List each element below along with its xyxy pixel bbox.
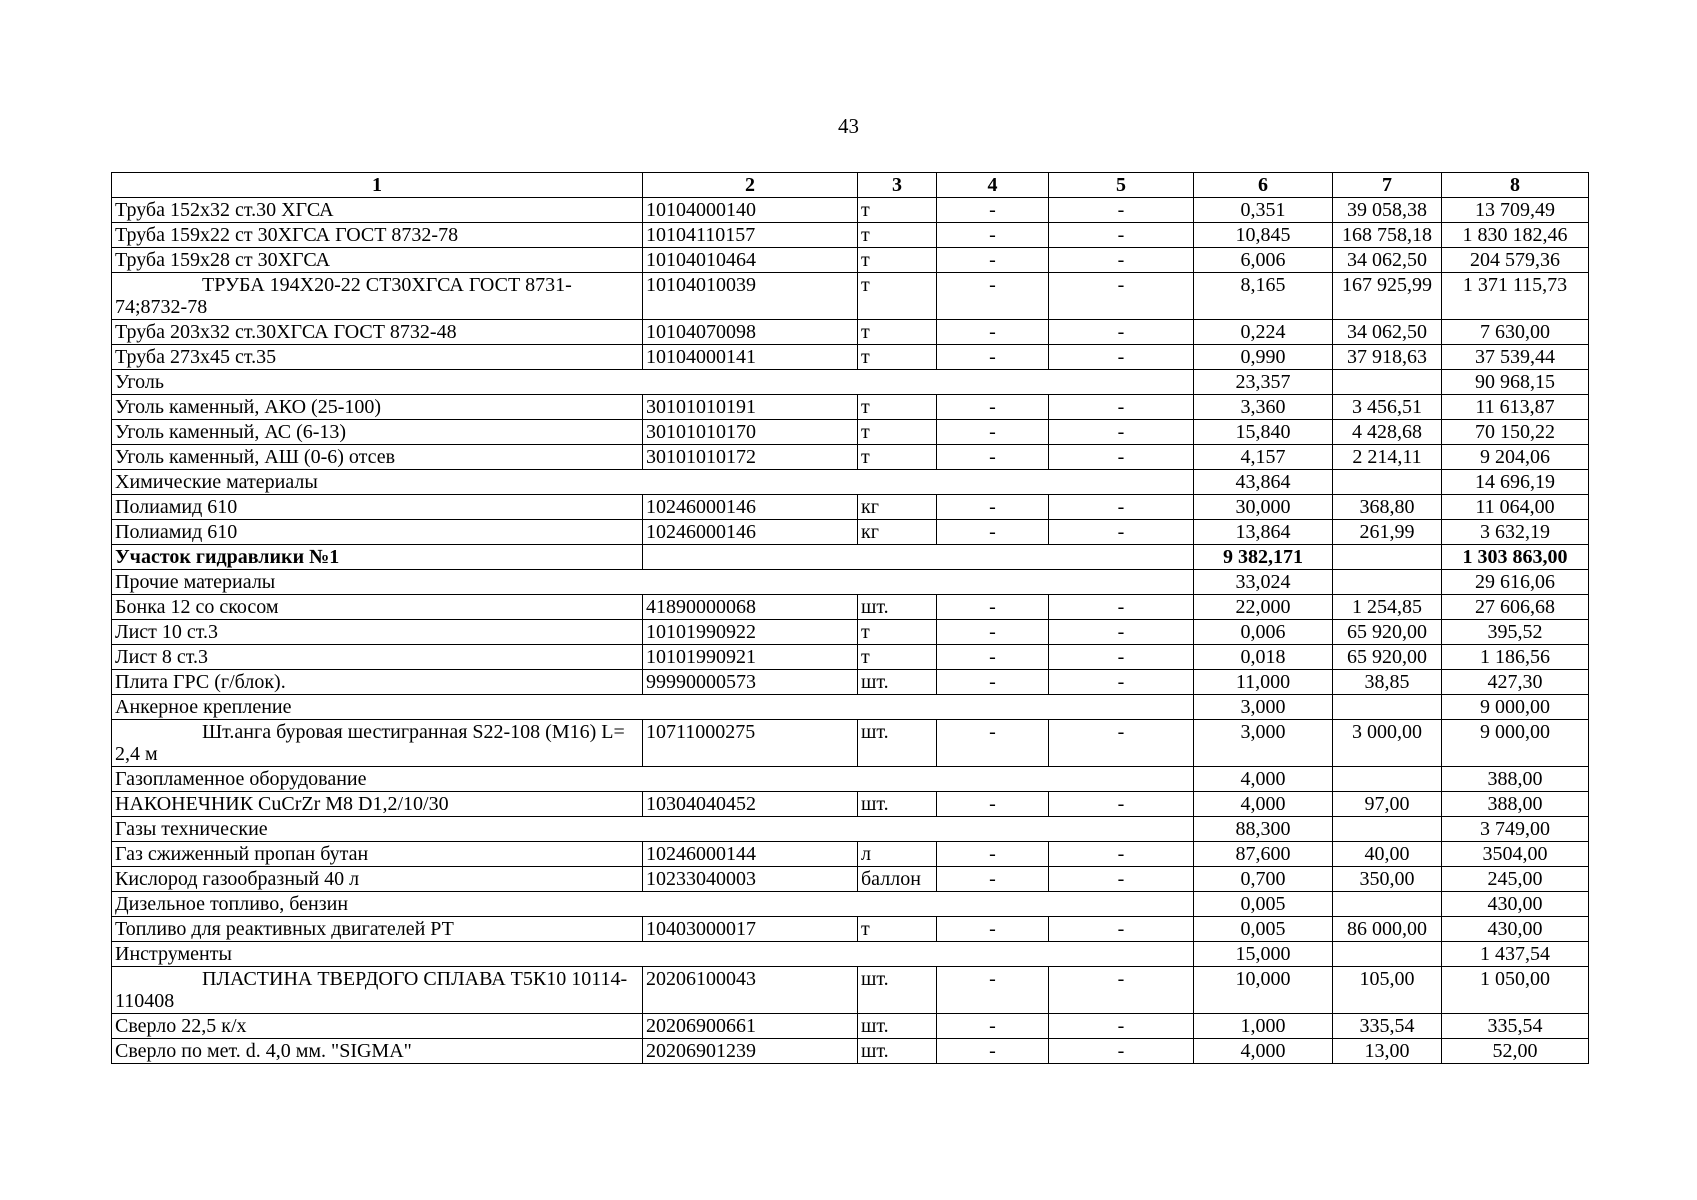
column-header-row: [112, 173, 1589, 198]
quantity-cell: 88,300: [1194, 817, 1333, 842]
price-cell: [1333, 767, 1442, 792]
col5-cell: -: [1049, 867, 1194, 892]
item-name-cell: Труба 203х32 ст.30ХГСА ГОСТ 8732-48: [112, 320, 643, 345]
sum-cell: 70 150,22: [1442, 420, 1589, 445]
col5-cell: -: [1049, 248, 1194, 273]
price-cell: [1333, 545, 1442, 570]
quantity-cell: 15,000: [1194, 942, 1333, 967]
sum-cell: 3 749,00: [1442, 817, 1589, 842]
category-name-cell: Прочие материалы: [112, 570, 1194, 595]
price-cell: 105,00: [1333, 967, 1442, 1014]
item-row: [112, 520, 1589, 545]
sum-cell: 37 539,44: [1442, 345, 1589, 370]
price-cell: 1 254,85: [1333, 595, 1442, 620]
item-name-cell: Сверло 22,5 к/х: [112, 1014, 643, 1039]
item-code-cell: 30101010172: [643, 445, 858, 470]
quantity-cell: 3,000: [1194, 695, 1333, 720]
item-code-cell: 20206900661: [643, 1014, 858, 1039]
price-cell: 38,85: [1333, 670, 1442, 695]
price-cell: 40,00: [1333, 842, 1442, 867]
quantity-cell: 22,000: [1194, 595, 1333, 620]
item-row: [112, 1039, 1589, 1064]
item-name-cell: Сверло по мет. d. 4,0 мм. "SIGMA": [112, 1039, 643, 1064]
price-cell: [1333, 817, 1442, 842]
item-name-cell: Лист 10 ст.3: [112, 620, 643, 645]
item-code-cell: 10104110157: [643, 223, 858, 248]
sum-cell: 1 830 182,46: [1442, 223, 1589, 248]
col5-cell: -: [1049, 395, 1194, 420]
item-row: [112, 445, 1589, 470]
quantity-cell: 10,000: [1194, 967, 1333, 1014]
item-row: [112, 395, 1589, 420]
col4-cell: -: [937, 842, 1049, 867]
price-cell: 2 214,11: [1333, 445, 1442, 470]
column-header: 1: [112, 173, 643, 198]
column-header: 5: [1049, 173, 1194, 198]
item-code-cell: 10711000275: [643, 720, 858, 767]
item-name-cell: ТРУБА 194Х20-22 СТ30ХГСА ГОСТ 8731-74;8732-78: [112, 273, 643, 320]
price-cell: 167 925,99: [1333, 273, 1442, 320]
item-row: [112, 198, 1589, 223]
quantity-cell: 0,005: [1194, 917, 1333, 942]
quantity-cell: 4,000: [1194, 767, 1333, 792]
item-name-cell: Уголь каменный, АШ (0-6) отсев: [112, 445, 643, 470]
column-header: 6: [1194, 173, 1333, 198]
sum-cell: 7 630,00: [1442, 320, 1589, 345]
price-cell: 34 062,50: [1333, 248, 1442, 273]
table-body: [112, 198, 1589, 1064]
unit-cell: шт.: [858, 792, 937, 817]
unit-cell: т: [858, 445, 937, 470]
col5-cell: -: [1049, 917, 1194, 942]
quantity-cell: 6,006: [1194, 248, 1333, 273]
unit-cell: т: [858, 273, 937, 320]
col4-cell: -: [937, 620, 1049, 645]
col5-cell: -: [1049, 620, 1194, 645]
unit-cell: т: [858, 620, 937, 645]
unit-cell: шт.: [858, 1014, 937, 1039]
col5-cell: -: [1049, 720, 1194, 767]
quantity-cell: 11,000: [1194, 670, 1333, 695]
price-cell: 34 062,50: [1333, 320, 1442, 345]
category-name-cell: Химические материалы: [112, 470, 1194, 495]
unit-cell: шт.: [858, 595, 937, 620]
sum-cell: 90 968,15: [1442, 370, 1589, 395]
price-cell: 65 920,00: [1333, 645, 1442, 670]
unit-cell: кг: [858, 520, 937, 545]
category-row: [112, 370, 1589, 395]
unit-cell: баллон: [858, 867, 937, 892]
quantity-cell: 4,000: [1194, 1039, 1333, 1064]
sum-cell: 29 616,06: [1442, 570, 1589, 595]
item-code-cell: 10104070098: [643, 320, 858, 345]
col4-cell: -: [937, 495, 1049, 520]
sum-cell: 3504,00: [1442, 842, 1589, 867]
category-name-cell: Дизельное топливо, бензин: [112, 892, 1194, 917]
sum-cell: 1 303 863,00: [1442, 545, 1589, 570]
category-name-cell: Газы технические: [112, 817, 1194, 842]
price-cell: 86 000,00: [1333, 917, 1442, 942]
item-code-cell: 10403000017: [643, 917, 858, 942]
item-row: [112, 867, 1589, 892]
unit-cell: т: [858, 198, 937, 223]
category-row: [112, 767, 1589, 792]
item-name-cell: Уголь каменный, АС (6-13): [112, 420, 643, 445]
sum-cell: 204 579,36: [1442, 248, 1589, 273]
col5-cell: -: [1049, 670, 1194, 695]
item-row: [112, 248, 1589, 273]
category-name-cell: Газопламенное оборудование: [112, 767, 1194, 792]
col4-cell: -: [937, 670, 1049, 695]
item-name-cell: Газ сжиженный пропан бутан: [112, 842, 643, 867]
item-name-cell: Плита ГРС (г/блок).: [112, 670, 643, 695]
column-header: 4: [937, 173, 1049, 198]
page-number: 43: [838, 114, 859, 138]
item-code-cell: 10246000144: [643, 842, 858, 867]
quantity-cell: 0,990: [1194, 345, 1333, 370]
sum-cell: 1 186,56: [1442, 645, 1589, 670]
col5-cell: -: [1049, 1014, 1194, 1039]
col4-cell: -: [937, 720, 1049, 767]
price-cell: 4 428,68: [1333, 420, 1442, 445]
item-code-cell: 30101010191: [643, 395, 858, 420]
item-code-cell: 30101010170: [643, 420, 858, 445]
col5-cell: -: [1049, 792, 1194, 817]
item-row: [112, 645, 1589, 670]
category-row: [112, 817, 1589, 842]
sum-cell: 13 709,49: [1442, 198, 1589, 223]
item-name-cell: Топливо для реактивных двигателей РТ: [112, 917, 643, 942]
unit-cell: шт.: [858, 967, 937, 1014]
category-row: [112, 942, 1589, 967]
item-code-cell: 10304040452: [643, 792, 858, 817]
sum-cell: 1 437,54: [1442, 942, 1589, 967]
item-name-cell: Лист 8 ст.3: [112, 645, 643, 670]
quantity-cell: 4,157: [1194, 445, 1333, 470]
quantity-cell: 0,006: [1194, 620, 1333, 645]
col5-cell: -: [1049, 273, 1194, 320]
quantity-cell: 87,600: [1194, 842, 1333, 867]
col5-cell: -: [1049, 420, 1194, 445]
item-row: [112, 273, 1589, 320]
section-name-cell: Участок гидравлики №1: [112, 545, 643, 570]
item-code-cell: 10233040003: [643, 867, 858, 892]
col5-cell: -: [1049, 967, 1194, 1014]
item-row: [112, 320, 1589, 345]
sum-cell: 52,00: [1442, 1039, 1589, 1064]
item-row: [112, 345, 1589, 370]
column-header: 2: [643, 173, 858, 198]
item-code-cell: 20206100043: [643, 967, 858, 1014]
item-row: [112, 842, 1589, 867]
col5-cell: -: [1049, 223, 1194, 248]
unit-cell: т: [858, 248, 937, 273]
item-row: [112, 792, 1589, 817]
col5-cell: -: [1049, 320, 1194, 345]
col4-cell: -: [937, 792, 1049, 817]
col4-cell: -: [937, 867, 1049, 892]
price-cell: 3 456,51: [1333, 395, 1442, 420]
price-cell: 168 758,18: [1333, 223, 1442, 248]
price-cell: 335,54: [1333, 1014, 1442, 1039]
unit-cell: л: [858, 842, 937, 867]
sum-cell: 3 632,19: [1442, 520, 1589, 545]
col4-cell: -: [937, 223, 1049, 248]
quantity-cell: 0,700: [1194, 867, 1333, 892]
sum-cell: 1 371 115,73: [1442, 273, 1589, 320]
unit-cell: т: [858, 395, 937, 420]
col4-cell: -: [937, 917, 1049, 942]
sum-cell: 9 000,00: [1442, 695, 1589, 720]
item-name-cell: НАКОНЕЧНИК CuCrZr M8 D1,2/10/30: [112, 792, 643, 817]
price-cell: [1333, 942, 1442, 967]
sum-cell: 335,54: [1442, 1014, 1589, 1039]
item-row: [112, 967, 1589, 1014]
price-cell: 368,80: [1333, 495, 1442, 520]
item-name-cell: Бонка 12 со скосом: [112, 595, 643, 620]
quantity-cell: 0,351: [1194, 198, 1333, 223]
sum-cell: 27 606,68: [1442, 595, 1589, 620]
item-name-cell: Уголь каменный, АКО (25-100): [112, 395, 643, 420]
col4-cell: -: [937, 1039, 1049, 1064]
item-row: [112, 420, 1589, 445]
item-name-cell: Полиамид 610: [112, 520, 643, 545]
price-cell: [1333, 892, 1442, 917]
price-cell: 65 920,00: [1333, 620, 1442, 645]
item-name-cell: Полиамид 610: [112, 495, 643, 520]
col5-cell: -: [1049, 198, 1194, 223]
item-name-cell: Труба 159х28 ст 30ХГСА: [112, 248, 643, 273]
sum-cell: 245,00: [1442, 867, 1589, 892]
item-row: [112, 620, 1589, 645]
item-code-cell: 10104010464: [643, 248, 858, 273]
column-header: 3: [858, 173, 937, 198]
price-cell: [1333, 695, 1442, 720]
item-name-cell: Шт.анга буровая шестигранная S22-108 (M16) L= 2,4 м: [112, 720, 643, 767]
item-code-cell: 41890000068: [643, 595, 858, 620]
unit-cell: т: [858, 345, 937, 370]
category-row: [112, 695, 1589, 720]
item-name-cell: Кислород газообразный 40 л: [112, 867, 643, 892]
quantity-cell: 0,018: [1194, 645, 1333, 670]
price-cell: 39 058,38: [1333, 198, 1442, 223]
quantity-cell: 13,864: [1194, 520, 1333, 545]
price-cell: 97,00: [1333, 792, 1442, 817]
sum-cell: 427,30: [1442, 670, 1589, 695]
category-name-cell: Инструменты: [112, 942, 1194, 967]
quantity-cell: 15,840: [1194, 420, 1333, 445]
item-row: [112, 670, 1589, 695]
quantity-cell: 43,864: [1194, 470, 1333, 495]
col4-cell: -: [937, 248, 1049, 273]
sum-cell: 11 064,00: [1442, 495, 1589, 520]
quantity-cell: 3,360: [1194, 395, 1333, 420]
item-code-cell: 10104000140: [643, 198, 858, 223]
price-cell: 261,99: [1333, 520, 1442, 545]
item-code-cell: 10104000141: [643, 345, 858, 370]
item-row: [112, 223, 1589, 248]
col5-cell: -: [1049, 520, 1194, 545]
item-name-cell: Труба 273х45 ст.35: [112, 345, 643, 370]
col4-cell: -: [937, 445, 1049, 470]
unit-cell: т: [858, 420, 937, 445]
col4-cell: -: [937, 1014, 1049, 1039]
quantity-cell: 10,845: [1194, 223, 1333, 248]
unit-cell: шт.: [858, 670, 937, 695]
col4-cell: -: [937, 273, 1049, 320]
price-cell: [1333, 470, 1442, 495]
column-header: 7: [1333, 173, 1442, 198]
category-row: [112, 892, 1589, 917]
sum-cell: 9 000,00: [1442, 720, 1589, 767]
col4-cell: -: [937, 198, 1049, 223]
unit-cell: кг: [858, 495, 937, 520]
col4-cell: -: [937, 420, 1049, 445]
col4-cell: -: [937, 320, 1049, 345]
quantity-cell: 9 382,171: [1194, 545, 1333, 570]
sum-cell: 1 050,00: [1442, 967, 1589, 1014]
category-name-cell: Анкерное крепление: [112, 695, 1194, 720]
unit-cell: т: [858, 223, 937, 248]
quantity-cell: 0,005: [1194, 892, 1333, 917]
column-header: 8: [1442, 173, 1589, 198]
quantity-cell: 4,000: [1194, 792, 1333, 817]
unit-cell: т: [858, 645, 937, 670]
item-code-cell: 99990000573: [643, 670, 858, 695]
item-name-cell: Труба 159х22 ст 30ХГСА ГОСТ 8732-78: [112, 223, 643, 248]
item-code-cell: 10101990922: [643, 620, 858, 645]
section-blank-cell: [643, 545, 1194, 570]
sum-cell: 14 696,19: [1442, 470, 1589, 495]
item-code-cell: 10246000146: [643, 495, 858, 520]
col5-cell: -: [1049, 445, 1194, 470]
unit-cell: шт.: [858, 1039, 937, 1064]
item-row: [112, 595, 1589, 620]
col4-cell: -: [937, 345, 1049, 370]
sum-cell: 388,00: [1442, 767, 1589, 792]
col4-cell: -: [937, 520, 1049, 545]
price-cell: 3 000,00: [1333, 720, 1442, 767]
unit-cell: шт.: [858, 720, 937, 767]
col4-cell: -: [937, 645, 1049, 670]
col5-cell: -: [1049, 595, 1194, 620]
item-code-cell: 10246000146: [643, 520, 858, 545]
quantity-cell: 23,357: [1194, 370, 1333, 395]
price-cell: 350,00: [1333, 867, 1442, 892]
col5-cell: -: [1049, 345, 1194, 370]
item-code-cell: 20206901239: [643, 1039, 858, 1064]
sum-cell: 388,00: [1442, 792, 1589, 817]
item-code-cell: 10104010039: [643, 273, 858, 320]
section-row: [112, 545, 1589, 570]
price-cell: 37 918,63: [1333, 345, 1442, 370]
sum-cell: 395,52: [1442, 620, 1589, 645]
quantity-cell: 1,000: [1194, 1014, 1333, 1039]
item-code-cell: 10101990921: [643, 645, 858, 670]
sum-cell: 430,00: [1442, 917, 1589, 942]
price-cell: [1333, 570, 1442, 595]
col4-cell: -: [937, 395, 1049, 420]
col4-cell: -: [937, 967, 1049, 1014]
quantity-cell: 3,000: [1194, 720, 1333, 767]
sum-cell: 430,00: [1442, 892, 1589, 917]
quantity-cell: 33,024: [1194, 570, 1333, 595]
unit-cell: т: [858, 917, 937, 942]
price-cell: 13,00: [1333, 1039, 1442, 1064]
col5-cell: -: [1049, 645, 1194, 670]
item-name-cell: Труба 152х32 ст.30 ХГСА: [112, 198, 643, 223]
item-row: [112, 917, 1589, 942]
item-row: [112, 1014, 1589, 1039]
col4-cell: -: [937, 595, 1049, 620]
item-row: [112, 495, 1589, 520]
quantity-cell: 30,000: [1194, 495, 1333, 520]
col5-cell: -: [1049, 495, 1194, 520]
item-name-cell: ПЛАСТИНА ТВЕРДОГО СПЛАВА Т5К10 10114-110408: [112, 967, 643, 1014]
category-name-cell: Уголь: [112, 370, 1194, 395]
quantity-cell: 8,165: [1194, 273, 1333, 320]
item-row: [112, 720, 1589, 767]
unit-cell: т: [858, 320, 937, 345]
materials-table: [111, 172, 1589, 1064]
sum-cell: 11 613,87: [1442, 395, 1589, 420]
category-row: [112, 570, 1589, 595]
category-row: [112, 470, 1589, 495]
sum-cell: 9 204,06: [1442, 445, 1589, 470]
col5-cell: -: [1049, 1039, 1194, 1064]
quantity-cell: 0,224: [1194, 320, 1333, 345]
price-cell: [1333, 370, 1442, 395]
col5-cell: -: [1049, 842, 1194, 867]
